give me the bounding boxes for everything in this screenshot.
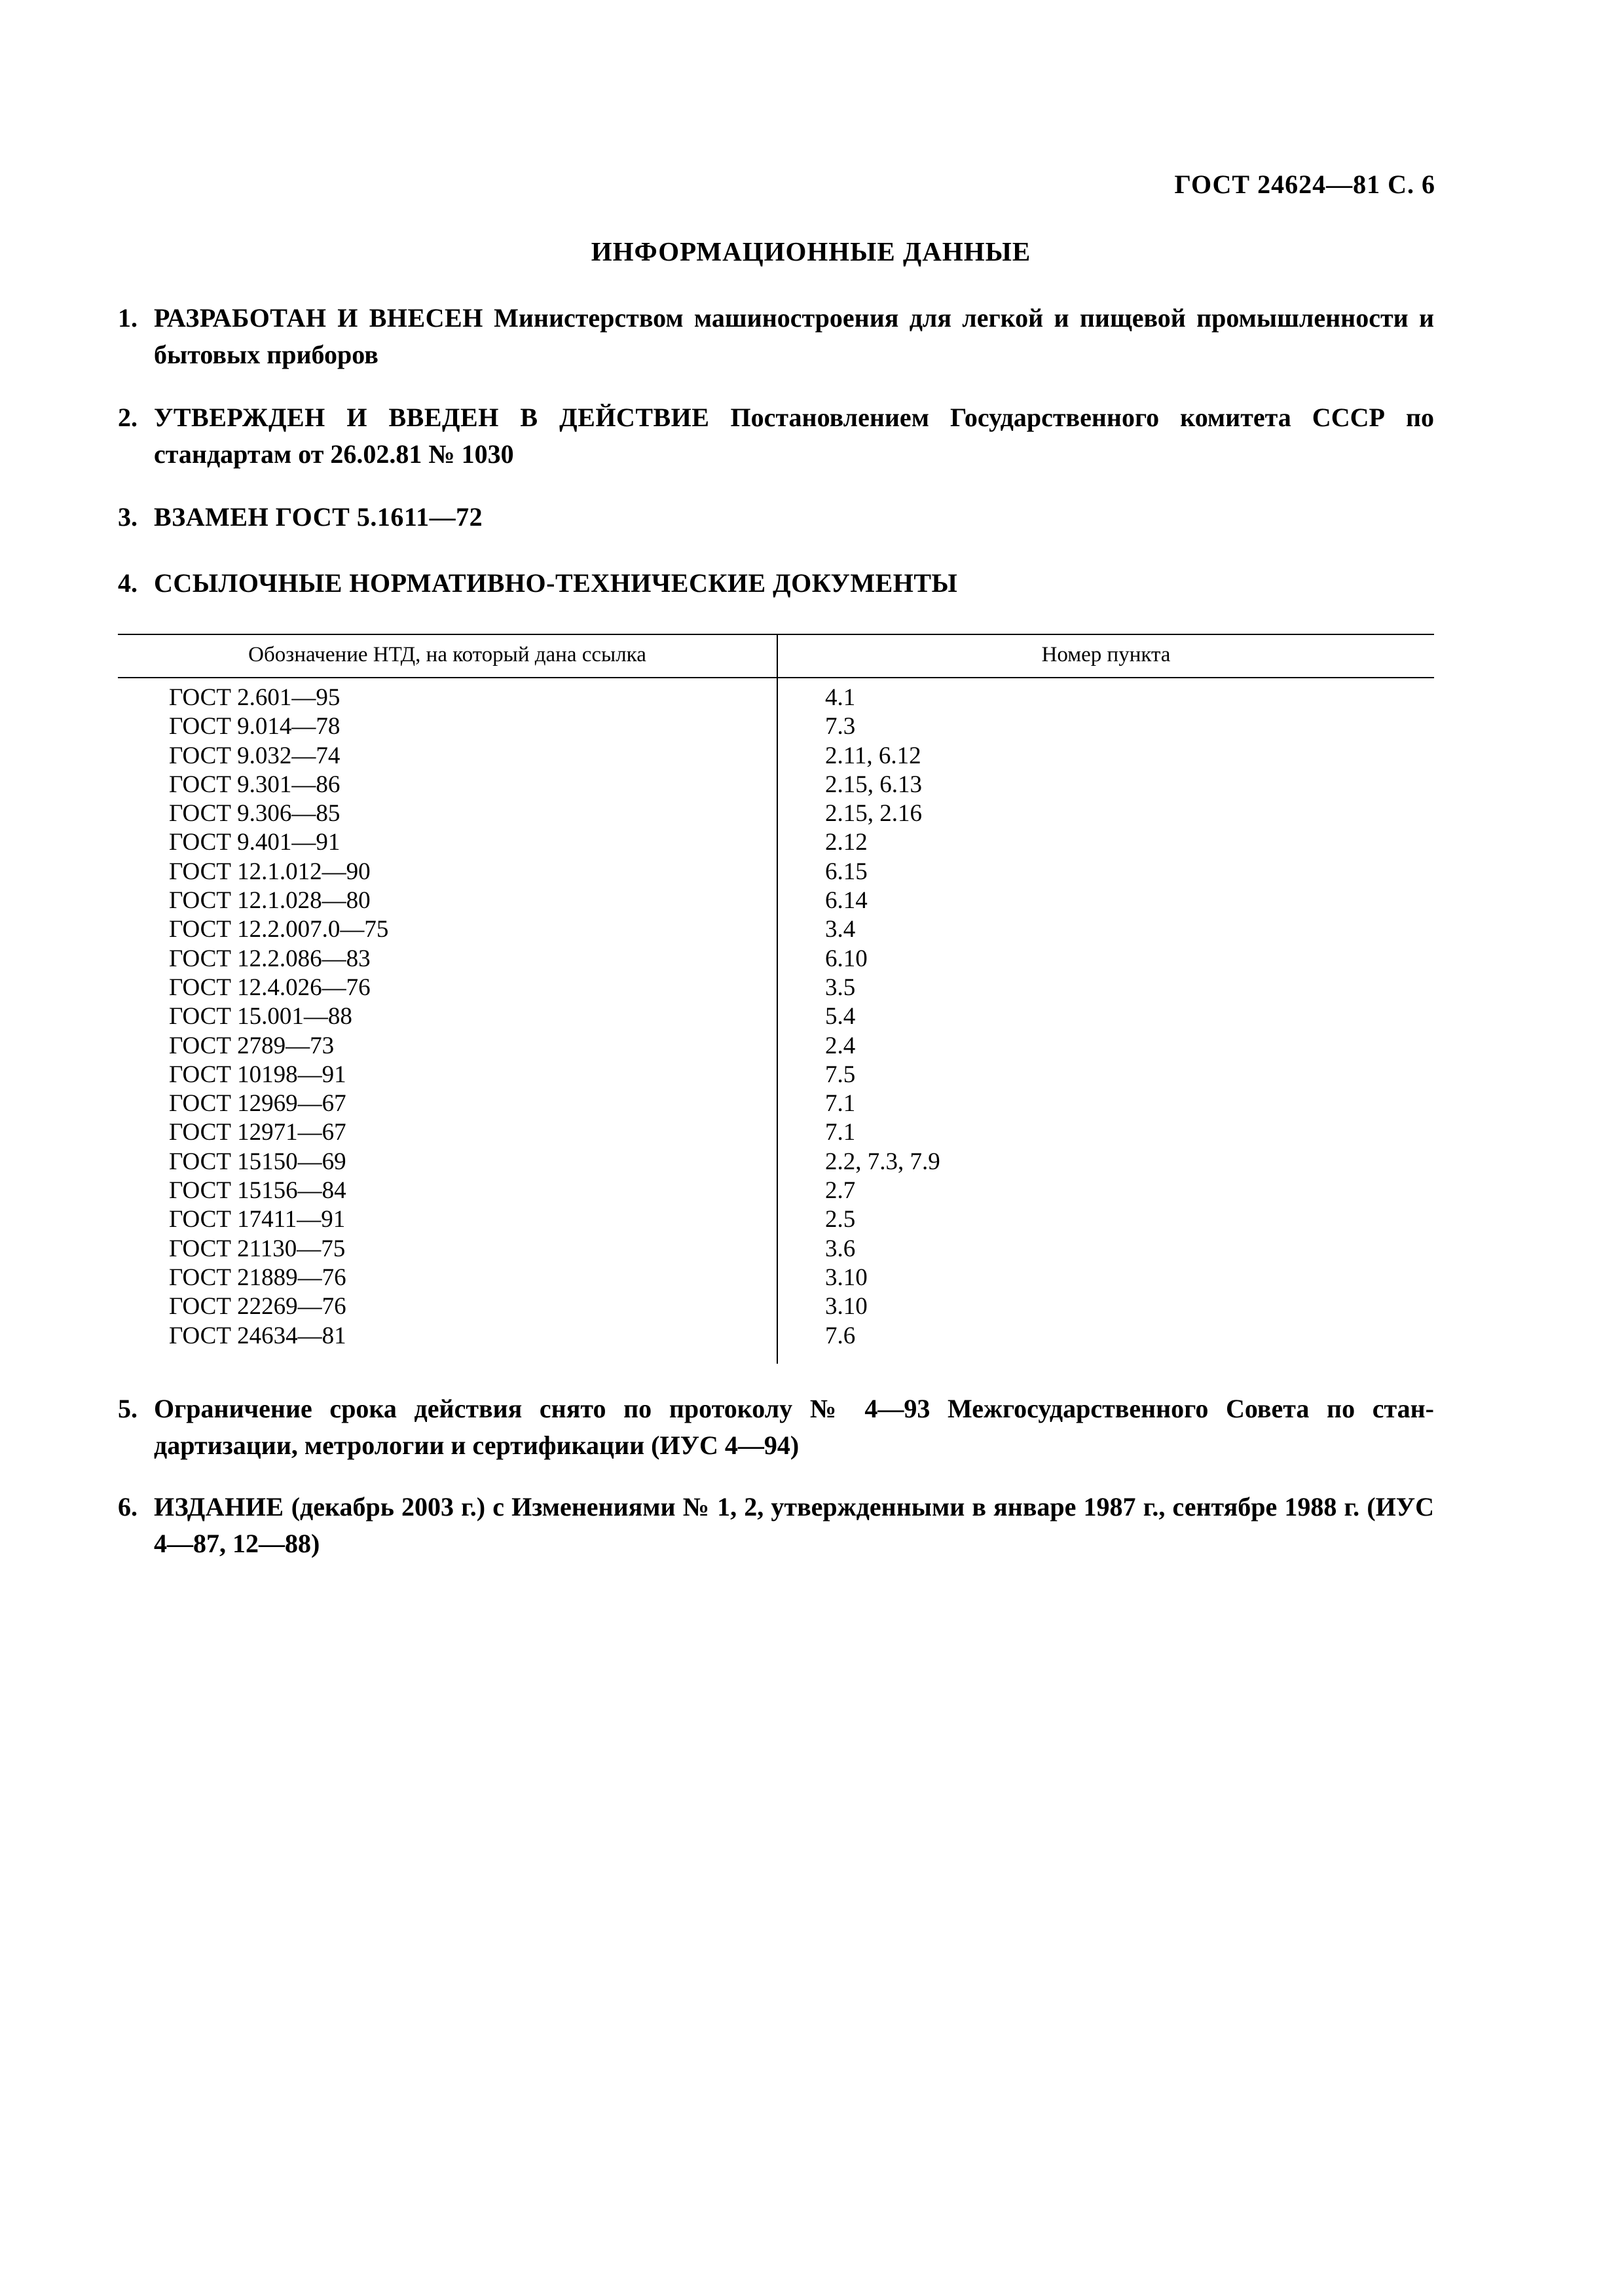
document-designation: ГОСТ 9.032—74 <box>169 742 341 769</box>
table-row <box>118 799 1434 828</box>
table-row <box>118 974 1434 1002</box>
clause-number: 3.10 <box>825 1293 868 1321</box>
table-row <box>118 1176 1434 1205</box>
item-caps: ИЗДАНИЕ <box>154 1492 284 1522</box>
table-row <box>118 858 1434 886</box>
clause-number: 5.4 <box>825 1003 856 1030</box>
table-row <box>118 915 1434 944</box>
clause-number: 3.6 <box>825 1235 856 1262</box>
document-designation: ГОСТ 2.601—95 <box>169 684 341 711</box>
clause-number: 4.1 <box>825 684 856 711</box>
clause-number: 7.5 <box>825 1061 856 1088</box>
document-designation: ГОСТ 9.014—78 <box>169 713 341 740</box>
item-caps: ССЫЛОЧНЫЕ НОРМАТИВНО-ТЕХНИЧЕСКИЕ ДОКУМЕНТЫ <box>154 568 958 598</box>
info-item-1 <box>118 300 1434 373</box>
document-designation: ГОСТ 15156—84 <box>169 1177 346 1205</box>
document-designation: ГОСТ 12.2.086—83 <box>169 945 371 972</box>
table-row <box>118 1322 1434 1351</box>
table-row <box>118 1118 1434 1147</box>
clause-number: 6.15 <box>825 858 868 885</box>
clause-number: 2.7 <box>825 1177 856 1205</box>
item-text: Постановлением Государственного комитета СССР по стандартам от 26.02.81 № 1030 <box>154 403 1434 469</box>
document-designation: ГОСТ 21889—76 <box>169 1264 346 1291</box>
table-row <box>118 1089 1434 1118</box>
table-row <box>118 945 1434 974</box>
clause-number: 3.4 <box>825 916 856 943</box>
clause-number: 2.5 <box>825 1206 856 1233</box>
table-row <box>118 1032 1434 1061</box>
table-row <box>118 828 1434 857</box>
clause-number: 2.12 <box>825 829 868 856</box>
document-designation: ГОСТ 12.4.026—76 <box>169 974 371 1001</box>
clause-number: 7.1 <box>825 1090 856 1118</box>
table-row <box>118 886 1434 915</box>
info-item-2 <box>118 399 1434 473</box>
clause-number: 7.3 <box>825 713 856 740</box>
info-item-6 <box>118 1489 1434 1562</box>
table-row <box>118 712 1434 741</box>
table-row <box>118 742 1434 771</box>
clause-number: 6.14 <box>825 887 868 915</box>
table-row <box>118 771 1434 799</box>
clause-number: 3.5 <box>825 974 856 1001</box>
document-designation: ГОСТ 12.1.012—90 <box>169 858 371 885</box>
table-body <box>118 683 1434 1351</box>
item-number: 2. <box>118 403 138 432</box>
page-title: ИНФОРМАЦИОННЫЕ ДАННЫЕ <box>591 236 1031 266</box>
reference-table <box>118 634 1434 1364</box>
column-header-document: Обозначение НТД, на который дана ссылка <box>248 643 646 666</box>
document-designation: ГОСТ 9.306—85 <box>169 800 341 828</box>
clause-number: 2.15, 6.13 <box>825 771 922 798</box>
table-row <box>118 1148 1434 1176</box>
clause-number: 3.10 <box>825 1264 868 1291</box>
item-number: 4. <box>118 568 138 598</box>
table-row <box>118 1235 1434 1264</box>
clause-number: 2.11, 6.12 <box>825 742 921 769</box>
item-number: 5. <box>118 1394 138 1423</box>
item-text: (декабрь 2003 г.) с Изменениями № 1, 2, утвержденными в январе 1987 г., сентябре 1988 г. (ИУС 4—87, 12—88) <box>154 1492 1434 1558</box>
item-caps: ВЗАМЕН ГОСТ 5.1611—72 <box>154 502 483 532</box>
document-designation: ГОСТ 17411—91 <box>169 1206 346 1233</box>
item-number: 6. <box>118 1492 138 1522</box>
clause-number: 2.2, 7.3, 7.9 <box>825 1148 940 1175</box>
item-text: Ограничение срока действия снято по протоколу № 4—93 Межгосударственного Совета по стандартизации, метрологии и сертификации (ИУС 4—94) <box>154 1394 1434 1460</box>
table-row <box>118 1264 1434 1292</box>
clause-number: 2.4 <box>825 1032 856 1059</box>
document-designation: ГОСТ 21130—75 <box>169 1235 346 1262</box>
clause-number: 2.15, 2.16 <box>825 800 922 828</box>
document-designation: ГОСТ 9.301—86 <box>169 771 341 798</box>
clause-number: 7.6 <box>825 1322 856 1349</box>
item-caps: РАЗРАБОТАН И ВНЕСЕН <box>154 303 483 333</box>
page-header: ГОСТ 24624—81 С. 6 <box>1174 170 1435 199</box>
document-designation: ГОСТ 12969—67 <box>169 1090 346 1118</box>
info-item-3 <box>118 499 1434 536</box>
table-row <box>118 1061 1434 1089</box>
table-row <box>118 1292 1434 1321</box>
table-row <box>118 1002 1434 1031</box>
table-top-rule <box>118 634 1434 635</box>
item-caps: УТВЕРЖДЕН И ВВЕДЕН В ДЕЙСТВИЕ <box>154 403 710 432</box>
column-header-clause: Номер пункта <box>1041 643 1171 666</box>
table-header-rule <box>118 677 1434 678</box>
table-row <box>118 1205 1434 1234</box>
document-designation: ГОСТ 2789—73 <box>169 1032 335 1059</box>
document-designation: ГОСТ 24634—81 <box>169 1322 346 1349</box>
document-designation: ГОСТ 10198—91 <box>169 1061 346 1088</box>
document-designation: ГОСТ 15.001—88 <box>169 1003 352 1030</box>
document-designation: ГОСТ 22269—76 <box>169 1293 346 1321</box>
info-item-4 <box>118 565 1434 602</box>
item-text: Министерством машиностроения для легкой и пищевой промышленности и бытовых приборов <box>154 303 1434 369</box>
document-designation: ГОСТ 12.2.007.0—75 <box>169 916 389 943</box>
clause-number: 6.10 <box>825 945 868 972</box>
table-row <box>118 683 1434 712</box>
document-designation: ГОСТ 12.1.028—80 <box>169 887 371 915</box>
document-designation: ГОСТ 15150—69 <box>169 1148 346 1175</box>
info-item-5 <box>118 1391 1434 1464</box>
item-number: 1. <box>118 303 138 333</box>
document-designation: ГОСТ 9.401—91 <box>169 829 341 856</box>
item-number: 3. <box>118 502 138 532</box>
document-designation: ГОСТ 12971—67 <box>169 1119 346 1146</box>
clause-number: 7.1 <box>825 1119 856 1146</box>
